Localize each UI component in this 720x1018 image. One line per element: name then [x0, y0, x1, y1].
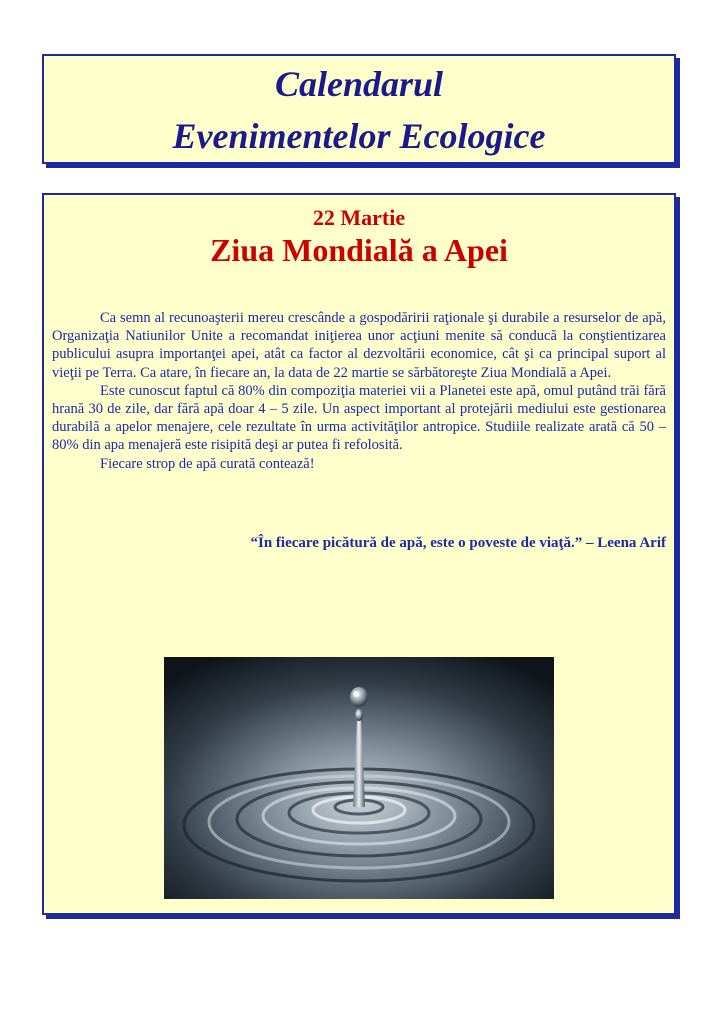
title-box: [42, 54, 676, 164]
paragraph: Ca semn al recunoaşterii mereu crescânde a gospodăririi raţionale şi durabile a resurselor de apă, Organizaţia Natiunilor Unite a recomandat iniţierea unor acţiuni menite să conducă la conştientizarea publicului asupra importanţei apei, atât ca factor al dezvoltării economice, cât şi ca principal suport al vieţii pe Terra. Ca atare, în fiecare an, la data de 22 martie se sărbătoreşte Ziua Mondială a Apei.: [52, 310, 666, 381]
quote: “În fiecare picătură de apă, este o poveste de viaţă.” – Leena Arif: [250, 534, 666, 551]
content-box: [42, 193, 676, 915]
paragraph: Fiecare strop de apă curată contează!: [100, 455, 315, 472]
event-date: 22 Martie: [312, 205, 406, 230]
water-drop-icon: [164, 657, 554, 899]
water-drop-photo: [164, 657, 554, 899]
article-body: [52, 309, 666, 473]
paragraph: Este cunoscut faptul că 80% din compoziţia materiei vii a Planetei este apă, omul putând trăi fără hrană 30 de zile, dar fără apă doar 4 – 5 zile. Un aspect important al protejării mediului este gestionarea durabilă a apelor menajere, cele rezultate în urma activităţilor antropice. Studiile realizate arată că 50 – 80% din apa menajeră este risipită deşi ar putea fi refolosită.: [52, 382, 666, 454]
title-line-1: Calendarul: [274, 64, 444, 104]
title-line-2: Evenimentelor Ecologice: [172, 116, 546, 156]
event-title: Ziua Mondială a Apei: [210, 232, 508, 268]
